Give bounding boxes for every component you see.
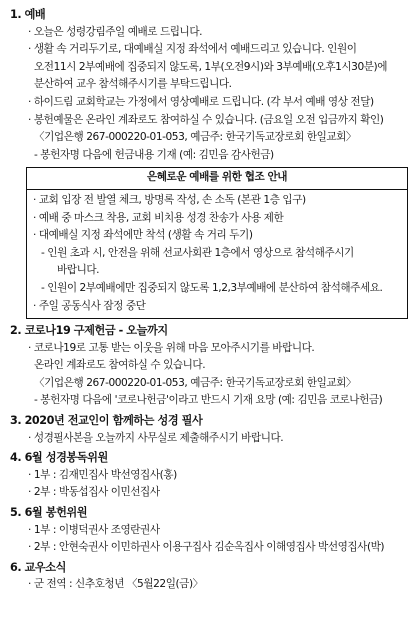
- notice-box: [26, 167, 408, 319]
- section-title: 6. 교우소식: [10, 560, 67, 574]
- announcement-line: · 봉헌예물은 온라인 계좌로도 참여하실 수 있습니다. (금요일 오전 입금까지 확인): [28, 113, 384, 126]
- section-title: 5. 6월 봉헌위원: [10, 506, 88, 520]
- section-member-news: [10, 559, 410, 594]
- announcement-line: - 봉헌자명 다음에 '코로나헌금'이라고 반드시 기재 요망 (예: 김민음 코로나헌금): [34, 394, 383, 407]
- notice-line: · 주일 공동식사 잠정 중단: [33, 299, 146, 312]
- notice-line: · 대예배실 지정 좌석에만 착석 (생활 속 거리 두기): [33, 229, 253, 242]
- announcement-line: · 2부 : 박동섭집사 이민선집사: [28, 486, 160, 499]
- bank-account-line: 〈기업은행 267-000220-01-053, 예금주: 한국기독교장로회 한일교회〉: [34, 131, 357, 144]
- announcement-line: · 2부 : 안현숙권사 이민하권사 이용구집사 김순옥집사 이해영집사 박선영집사(박): [28, 541, 385, 554]
- announcement-line: 분산하여 교우 참석해주시기를 부탁드립니다.: [34, 78, 232, 91]
- announcement-line: · 오늘은 성령강림주일 예배로 드립니다.: [28, 25, 203, 38]
- bank-account-line: 〈기업은행 267-000220-01-053, 예금주: 한국기독교장로회 한일교회〉: [34, 376, 357, 389]
- announcement-line: · 코로나19로 고통 받는 이웃을 위해 마음 모아주시기를 바랍니다.: [28, 341, 315, 354]
- section-relief-offering: [10, 322, 410, 410]
- section-title: 3. 2020년 전교인이 함께하는 성경 필사: [10, 414, 203, 428]
- notice-box-body: [27, 190, 407, 318]
- announcement-line: 오전11시 2부예배에 집중되지 않도록, 1부(오전9시)와 3부예배(오후1시30분)에: [34, 60, 388, 73]
- section-offering-committee: [10, 504, 410, 557]
- section-worship: [10, 6, 410, 319]
- announcement-line: - 봉헌자명 다음에 헌금내용 기재 (예: 김민음 감사헌금): [34, 148, 274, 161]
- notice-line: · 교회 입장 전 발열 체크, 방명록 작성, 손 소독 (본관 1층 입구): [33, 193, 306, 206]
- section-scripture-readers: [10, 449, 410, 502]
- notice-box-title: 은혜로운 예배를 위한 협조 안내: [27, 168, 407, 190]
- notice-line: · 예배 중 마스크 착용, 교회 비치용 성경 찬송가 사용 제한: [33, 211, 284, 224]
- announcement-line: · 생활 속 거리두기로, 대예배실 지정 좌석에서 예배드리고 있습니다. 인원이: [28, 43, 357, 56]
- section-title: 1. 예배: [10, 8, 46, 21]
- section-bible-transcription: [10, 412, 410, 447]
- notice-line: - 인원이 2부예배에만 집중되지 않도록 1,2,3부예배에 분산하여 참석해주세요.: [41, 281, 383, 294]
- announcement-line: · 군 전역 : 신추호청년 〈5월22일(금)〉: [28, 578, 203, 591]
- notice-line: 바랍니다.: [57, 264, 100, 277]
- notice-line: - 인원 초과 시, 안전을 위해 선교사회관 1층에서 영상으로 참석해주시기: [41, 246, 354, 259]
- announcement-line: · 성경필사본을 오늘까지 사무실로 제출해주시기 바랍니다.: [28, 431, 284, 444]
- announcement-line: 온라인 계좌로도 참여하실 수 있습니다.: [34, 359, 206, 372]
- announcement-line: · 1부 : 이병덕권사 조영란권사: [28, 523, 160, 536]
- section-title: 2. 코로나19 구제헌금 - 오늘까지: [10, 324, 168, 338]
- announcement-line: · 하이드림 교회학교는 가정에서 영상예배로 드립니다. (각 부서 예배 영상 전달): [28, 95, 374, 108]
- announcement-line: · 1부 : 김재민집사 박선영집사(홍): [28, 468, 177, 481]
- section-title: 4. 6월 성경봉독위원: [10, 451, 108, 465]
